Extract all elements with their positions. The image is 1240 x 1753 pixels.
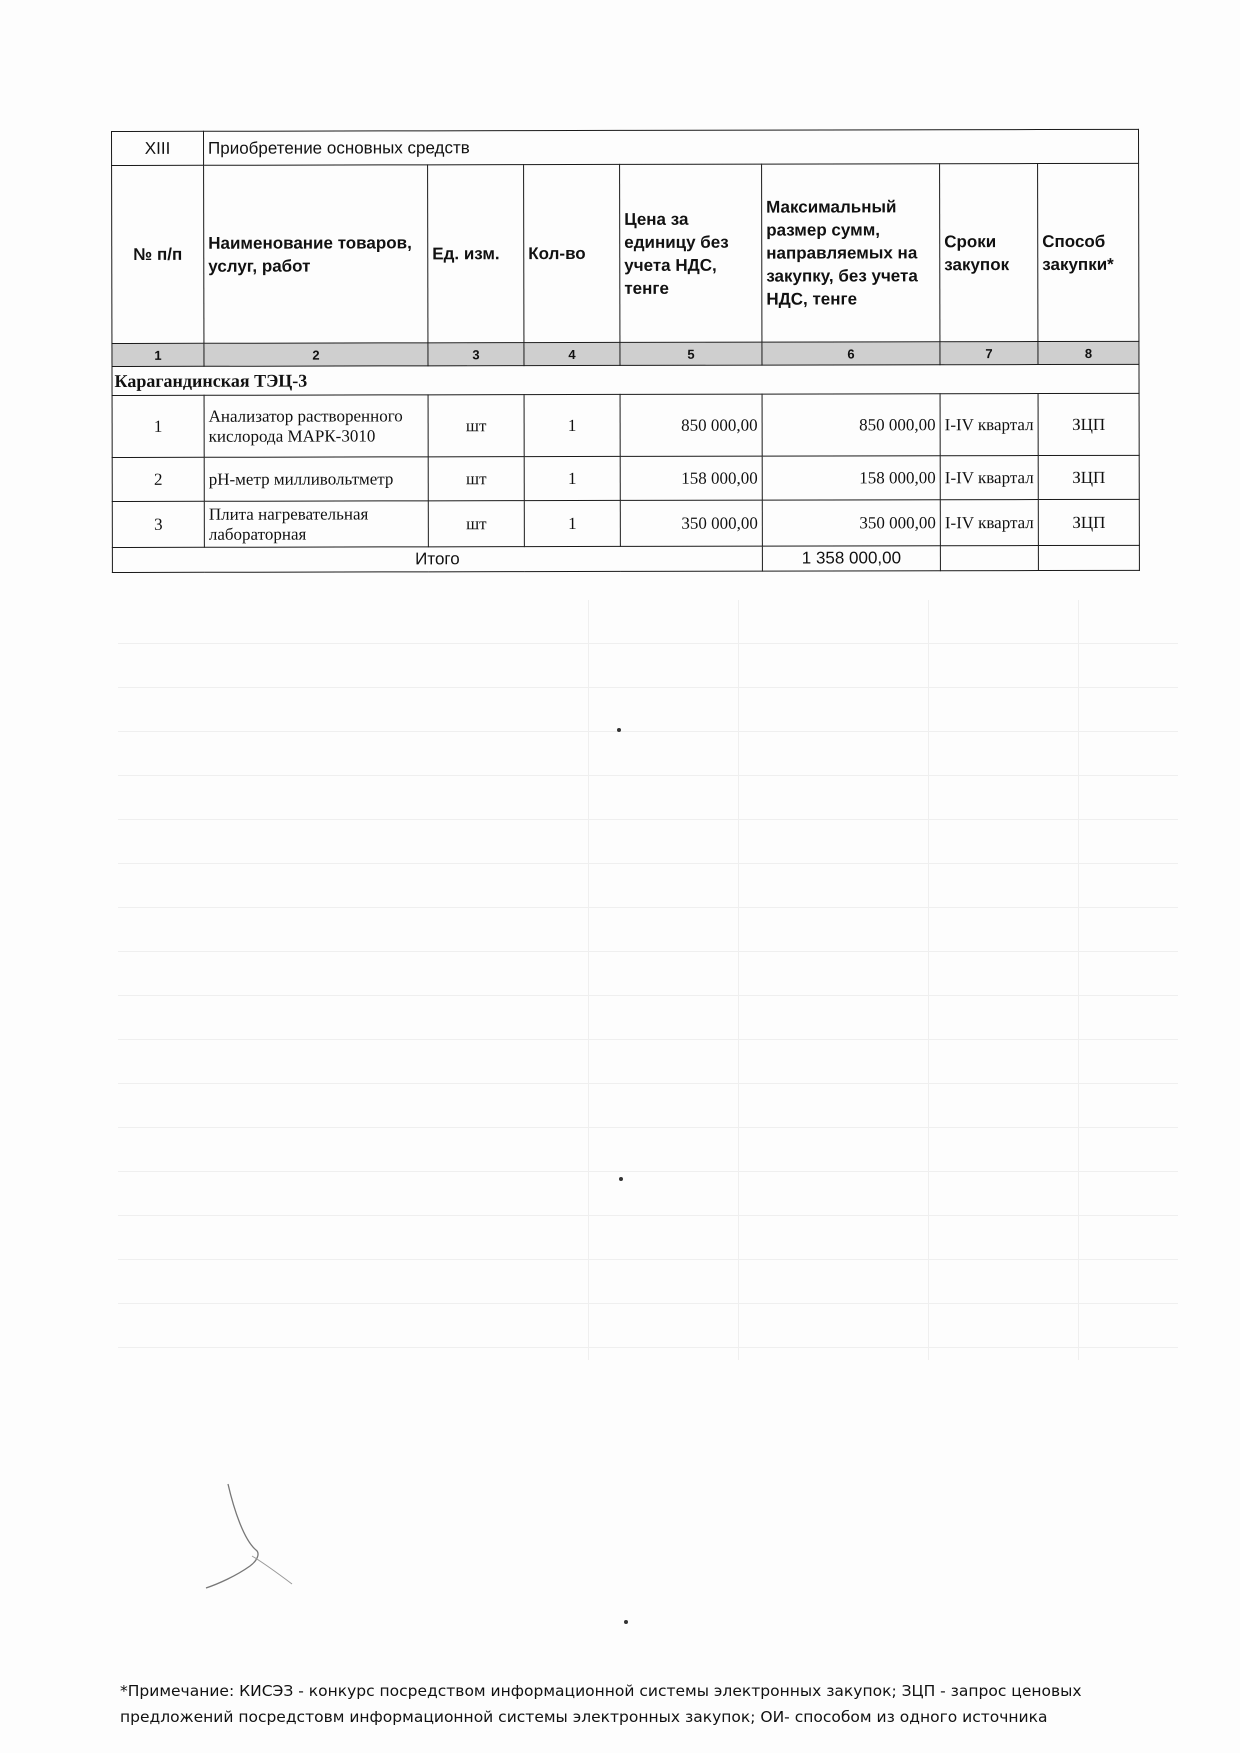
- item-name: Плита нагревательная лабораторная: [204, 501, 428, 547]
- header-price: Цена за единицу без учета НДС, тенге: [620, 164, 762, 342]
- column-number: 5: [620, 342, 762, 365]
- organization-row: [112, 364, 1139, 395]
- header-qty: Кол-во: [524, 164, 620, 342]
- total-terms-empty: [940, 546, 1038, 571]
- table-row: [112, 499, 1139, 547]
- header-terms: Сроки закупок: [940, 164, 1038, 342]
- item-terms: I-IV квартал: [940, 456, 1038, 500]
- item-unit: шт: [428, 457, 524, 501]
- column-number: 8: [1038, 341, 1139, 364]
- item-qty: 1: [524, 394, 620, 456]
- total-label: Итого: [112, 546, 762, 572]
- header-num: № п/п: [112, 165, 204, 343]
- item-price: 158 000,00: [620, 456, 762, 500]
- item-unit: шт: [428, 501, 524, 547]
- scan-speck: [624, 1620, 628, 1624]
- procurement-table: [111, 129, 1140, 573]
- column-number: 1: [112, 343, 204, 366]
- header-row: [112, 163, 1139, 343]
- item-max-sum: 850 000,00: [762, 394, 940, 456]
- item-name: рН-метр милливольтметр: [204, 457, 428, 501]
- item-price: 850 000,00: [620, 394, 762, 456]
- header-name: Наименование товаров, услуг, работ: [204, 165, 428, 343]
- organization-name: Карагандинская ТЭЦ-3: [112, 364, 1139, 395]
- item-num: 2: [112, 457, 204, 501]
- item-max-sum: 158 000,00: [762, 456, 940, 500]
- item-max-sum: 350 000,00: [762, 500, 940, 546]
- section-title: Приобретение основных средств: [204, 129, 1139, 165]
- column-number: 7: [940, 342, 1038, 365]
- item-unit: шт: [428, 395, 524, 457]
- item-num: 3: [112, 501, 204, 547]
- section-number: XIII: [112, 131, 204, 165]
- item-num: 1: [112, 395, 204, 457]
- table-row: [112, 455, 1139, 501]
- scan-speck: [617, 728, 621, 732]
- header-unit: Ед. изм.: [428, 165, 524, 343]
- column-number: 4: [524, 342, 620, 365]
- item-name: Анализатор растворенного кислорода МАРК-3010: [204, 395, 428, 457]
- column-number: 6: [762, 342, 940, 365]
- total-method-empty: [1038, 545, 1139, 570]
- item-method: ЗЦП: [1038, 393, 1139, 455]
- footnote: *Примечание: КИСЭЗ - конкурс посредством информационной системы электронных закупок; ЗЦП - запрос ценовых предложений посредстовм информационной системы электронных закупок; ОИ- способом из одного источника: [120, 1682, 1082, 1726]
- total-value: 1 358 000,00: [762, 546, 940, 571]
- item-terms: I-IV квартал: [940, 394, 1038, 456]
- column-number: 3: [428, 343, 524, 366]
- item-terms: I-IV квартал: [940, 500, 1038, 546]
- table-row: [112, 393, 1139, 457]
- reverse-side-show-through: [118, 600, 1178, 1360]
- total-row: [112, 545, 1139, 572]
- column-number-row: [112, 341, 1139, 366]
- item-method: ЗЦП: [1038, 455, 1139, 499]
- section-row: [112, 129, 1139, 165]
- item-method: ЗЦП: [1038, 499, 1139, 545]
- header-max-sum: Максимальный размер сумм, направляемых на закупку, без учета НДС, тенге: [762, 164, 940, 342]
- item-qty: 1: [524, 500, 620, 546]
- scan-speck: [619, 1177, 623, 1181]
- header-method: Способ закупки*: [1038, 163, 1139, 341]
- column-number: 2: [204, 343, 428, 366]
- item-qty: 1: [524, 456, 620, 500]
- item-price: 350 000,00: [620, 500, 762, 546]
- signature-mark: [200, 1480, 300, 1590]
